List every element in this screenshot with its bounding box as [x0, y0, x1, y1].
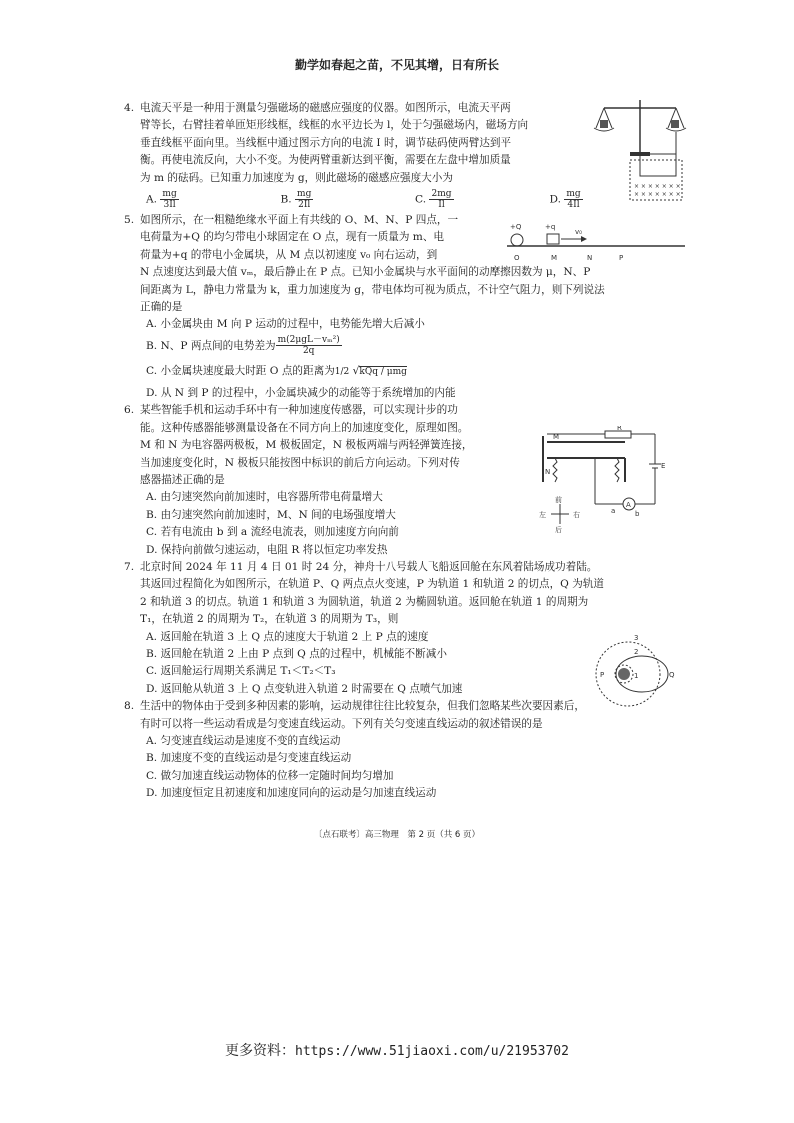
metal-block: [547, 234, 559, 244]
label-orbit-3: 3: [634, 634, 639, 642]
stem-line: T₁，在轨道 2 的周期为 T₂，在轨道 3 的周期为 T₃，则: [140, 613, 399, 626]
earth-icon: [618, 668, 630, 680]
label-m: M: [551, 254, 558, 262]
label-b: b: [635, 510, 640, 518]
option-a[interactable]: A. 返回舱在轨道 3 上 Q 点的速度大于轨道 2 上 P 点的速度: [146, 630, 429, 643]
stem-line: 其返回过程简化为如图所示，在轨道 P、Q 两点点火变速，P 为轨道 1 和轨道 2 的切点，Q 为轨道: [140, 578, 605, 591]
label-p: P: [600, 671, 605, 679]
label-front: 前: [555, 496, 562, 504]
current-balance-figure: [590, 96, 690, 206]
option-c[interactable]: C. 小金属块速度最大时距 O 点的距离为1/2 √kQq / μmg: [146, 364, 407, 377]
stem-line: 为 m 的砝码。已知重力加速度为 g，则此磁场的磁感应强度大小为: [140, 171, 453, 184]
label-m: M: [553, 433, 560, 441]
page-header-motto: 勤学如春起之苗，不见其增，日有所长: [294, 58, 499, 72]
label-n: N: [545, 468, 551, 476]
option-d[interactable]: D. 加速度恒定且初速度和加速度同向的运动是匀加速直线运动: [146, 787, 437, 800]
stem-line: 某些智能手机和运动手环中有一种加速度传感器，可以实现计步的功: [140, 404, 458, 417]
option-d[interactable]: D. 从 N 到 P 的过程中，小金属块减少的动能等于系统增加的内能: [146, 386, 456, 399]
charge-ball: [511, 234, 523, 246]
label-right: 右: [573, 511, 580, 519]
stem-line: 荷量为+q 的带电小金属块，从 M 点以初速度 v₀ 向右运动，到: [140, 248, 438, 261]
stem-line: 间距离为 L，静电力常量为 k，重力加速度为 g，带电体均可视为质点，不计空气阻力，则下列说法: [140, 283, 605, 296]
label-plus-q-big: +Q: [510, 223, 522, 231]
label-v0: v₀: [575, 228, 582, 236]
option-b[interactable]: B. N、P 两点间的电势差为 $\frac{\text{m(2μgL－vₘ²)}}{2q}$: [146, 335, 340, 357]
formula-root: kQq / μmg: [359, 366, 407, 377]
question-4-stem: [140, 100, 548, 187]
option-c[interactable]: C. 返回舱运行周期关系满足 T₁＜T₂＜T₃: [146, 665, 336, 678]
question-number: 6.: [124, 404, 135, 417]
question-7-stem: [140, 559, 684, 629]
question-number: 7.: [124, 560, 135, 573]
option-b[interactable]: B. 返回舱在轨道 2 上由 P 点到 Q 点的过程中，机械能不断减小: [146, 647, 447, 660]
more-resources: [0, 1040, 794, 1060]
option-d[interactable]: D. 保持向前做匀速运动，电阻 R 将以恒定功率发热: [146, 543, 388, 556]
more-link[interactable]: https://www.51jiaoxi.com/u/21953702: [295, 1044, 569, 1059]
option-d[interactable]: D. 返回舱从轨道 3 上 Q 点变轨进入轨道 2 时需要在 Q 点喷气加速: [146, 682, 463, 695]
label-o: O: [514, 254, 520, 262]
option-c[interactable]: C. 若有电流由 b 到 a 流经电流表，则加速度方向向前: [146, 526, 399, 539]
accelerometer-figure: [535, 426, 675, 538]
stem-line: 能。这种传感器能够测量设备在不同方向上的加速度变化，原理如图。: [140, 421, 469, 434]
option-b[interactable]: B. 加速度不变的直线运动是匀变速直线运动: [146, 752, 352, 765]
label-n: N: [587, 254, 593, 262]
svg-text:× × × × × × ×: × × × × × × ×: [634, 191, 681, 198]
option-a[interactable]: A. 匀变速直线运动是速度不变的直线运动: [146, 735, 341, 747]
option-b[interactable]: B. 由匀速突然向前加速时，M、N 间的电场强度增大: [146, 508, 396, 521]
svg-text:× × × × × × ×: × × × × × × ×: [634, 183, 681, 190]
label-left: 左: [539, 511, 546, 519]
option-c[interactable]: C. 做匀加速直线运动物体的位移一定随时间均匀增加: [146, 769, 394, 782]
option-b[interactable]: B. $\frac{mg}{2Il}$: [280, 189, 312, 211]
stem-line: 电荷量为+Q 的均匀带电小球固定在 O 点，现有一质量为 m、电: [140, 231, 445, 244]
question-number: 8.: [124, 700, 135, 713]
stem-line: 当加速度变化时，N 极板只能按图中标识的前后方向运动。下列对传: [140, 456, 460, 469]
stem-line: 感器描述正确的是: [140, 473, 225, 486]
label-back: 后: [555, 526, 562, 534]
stem-line: N 点速度达到最大值 vₘ，最后静止在 P 点。已知小金属块与水平面间的动摩擦因数为 μ，N、P: [140, 266, 591, 279]
magnetic-field-crosses: [634, 183, 681, 198]
label-r: R: [617, 426, 622, 432]
stem-line: 电流天平是一种用于测量匀强磁场的磁感应强度的仪器。如图所示，电流天平两: [140, 102, 511, 114]
label-p: P: [619, 254, 624, 262]
stem-line: 2 和轨道 3 的切点。轨道 1 和轨道 3 为圆轨道，轨道 2 为椭圆轨道。返回舱在轨道 1 的周期为: [140, 595, 589, 608]
more-label: 更多资料：: [225, 1043, 296, 1059]
stem-line: 生活中的物体由于受到多种因素的影响，运动规律往往比较复杂，但我们忽略某些次要因素后，: [140, 700, 585, 713]
label-e: E: [661, 462, 666, 470]
stem-line: 正确的是: [140, 301, 183, 314]
charge-line-figure: [505, 218, 690, 268]
question-number: 5.: [124, 214, 135, 227]
stem-line: 衡。再使电流反向，大小不变。为使两臂重新达到平衡，需要在左盘中增加质量: [140, 154, 511, 167]
option-c[interactable]: C. $\frac{2mg}{Il}$: [415, 189, 452, 211]
question-number: 4.: [124, 102, 135, 114]
question-8: [124, 698, 684, 802]
option-a[interactable]: A. $\frac{mg}{3Il}$: [146, 189, 177, 211]
question-6-stem: [140, 402, 551, 489]
label-plus-q-small: +q: [545, 223, 556, 231]
stem-line: 北京时间 2024 年 11 月 4 日 01 时 24 分，神舟十八号载人飞船返回舱在东风着陆场成功着陆。: [140, 560, 598, 573]
label-orbit-2: 2: [634, 648, 639, 656]
label-a-ammeter: A: [626, 501, 631, 509]
orbit-figure: [590, 632, 680, 712]
stem-line: M 和 N 为电容器两极板，M 极板固定，N 极板两端与两轻弹簧连接，: [140, 439, 473, 452]
label-q: Q: [669, 671, 675, 679]
stem-line: 如图所示，在一粗糙绝缘水平面上有共线的 O、M、N、P 四点，一: [140, 214, 459, 227]
option-a[interactable]: A. 由匀速突然向前加速时，电容器所带电荷量增大: [146, 491, 383, 504]
page-footer: 〔点石联考〕高三物理 第 2 页（共 6 页）: [313, 830, 481, 840]
option-d[interactable]: D. $\frac{mg}{4Il}$: [549, 189, 581, 211]
label-a: a: [611, 507, 616, 515]
label-orbit-1: 1: [634, 672, 639, 680]
formula-half: 1/2: [334, 366, 350, 377]
stem-line: 垂直线框平面向里。当线框中通过图示方向的电流 I 时，调节砝码使两臂达到平: [140, 136, 512, 149]
stem-line: 有时可以将一些运动看成是匀变速直线运动。下列有关匀变速直线运动的叙述错误的是: [140, 717, 543, 730]
stem-line: 臂等长，右臂挂着单匝矩形线框，线框的水平边长为 l，处于匀强磁场内，磁场方向: [140, 119, 529, 132]
option-a[interactable]: A. 小金属块由 M 向 P 运动的过程中，电势能先增大后减小: [146, 318, 425, 331]
